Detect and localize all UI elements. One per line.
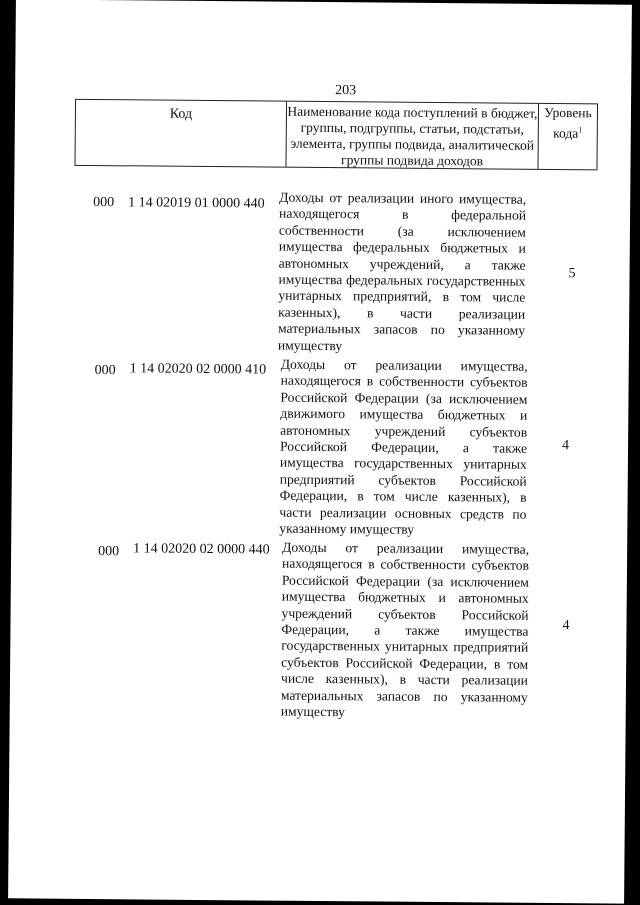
header-level-footnote: 1	[578, 125, 583, 135]
row-prefix: 000	[94, 363, 116, 379]
row-level: 4	[561, 438, 570, 454]
row-description: Доходы от реализации имущества, находящегося в собственности субъектов Российской Федерации (за исключением движимого имущества бюджетных и автономных учреждений субъектов Российской Федерации, а также имущества государственных унитарных предприятий субъектов Российской Федерации, в том числе казенных), в части реализации основных средств по указанному имуществу	[279, 356, 528, 537]
page-number: 203	[335, 83, 357, 99]
row-description: Доходы от реализации иного имущества, находящегося в федеральной собственности (за исключением имущества федеральных бюджетных и автономных учреждений, а также имущества федеральных государственных унитарных предприятий, в том числе казенных), в части реализации материальных запасов по указанному имуществу	[277, 189, 527, 353]
row-description: Доходы от реализации имущества, находящегося в собственности субъектов Российской Федерации (за исключением имущества бюджетных и автономных учреждений субъектов Российской Федерации, а также имущества государственных унитарных предприятий субъектов Российской Федерации, в том числе казенных), в части реализации материальных запасов по указанному имуществу	[280, 539, 530, 720]
header-level-text: Уровень кода	[544, 104, 592, 141]
row-code: 1 14 02019 01 0000 440	[128, 195, 265, 212]
row-code: 1 14 02020 02 0000 440	[133, 541, 270, 558]
row-prefix: 000	[93, 195, 115, 211]
row-level: 5	[568, 266, 576, 282]
row-prefix: 000	[98, 544, 120, 560]
row-code: 1 14 02020 02 0000 410	[129, 361, 267, 378]
table-header	[74, 99, 598, 171]
row-level: 4	[562, 618, 570, 634]
header-level	[538, 104, 597, 170]
document-page	[8, 0, 632, 904]
header-code: Код	[75, 100, 287, 167]
header-name: Наименование кода поступлений в бюджет, группы, подгруппы, статьи, подстатьи, элемента, группы подвида, аналитической группы подвида доходов	[286, 102, 539, 169]
